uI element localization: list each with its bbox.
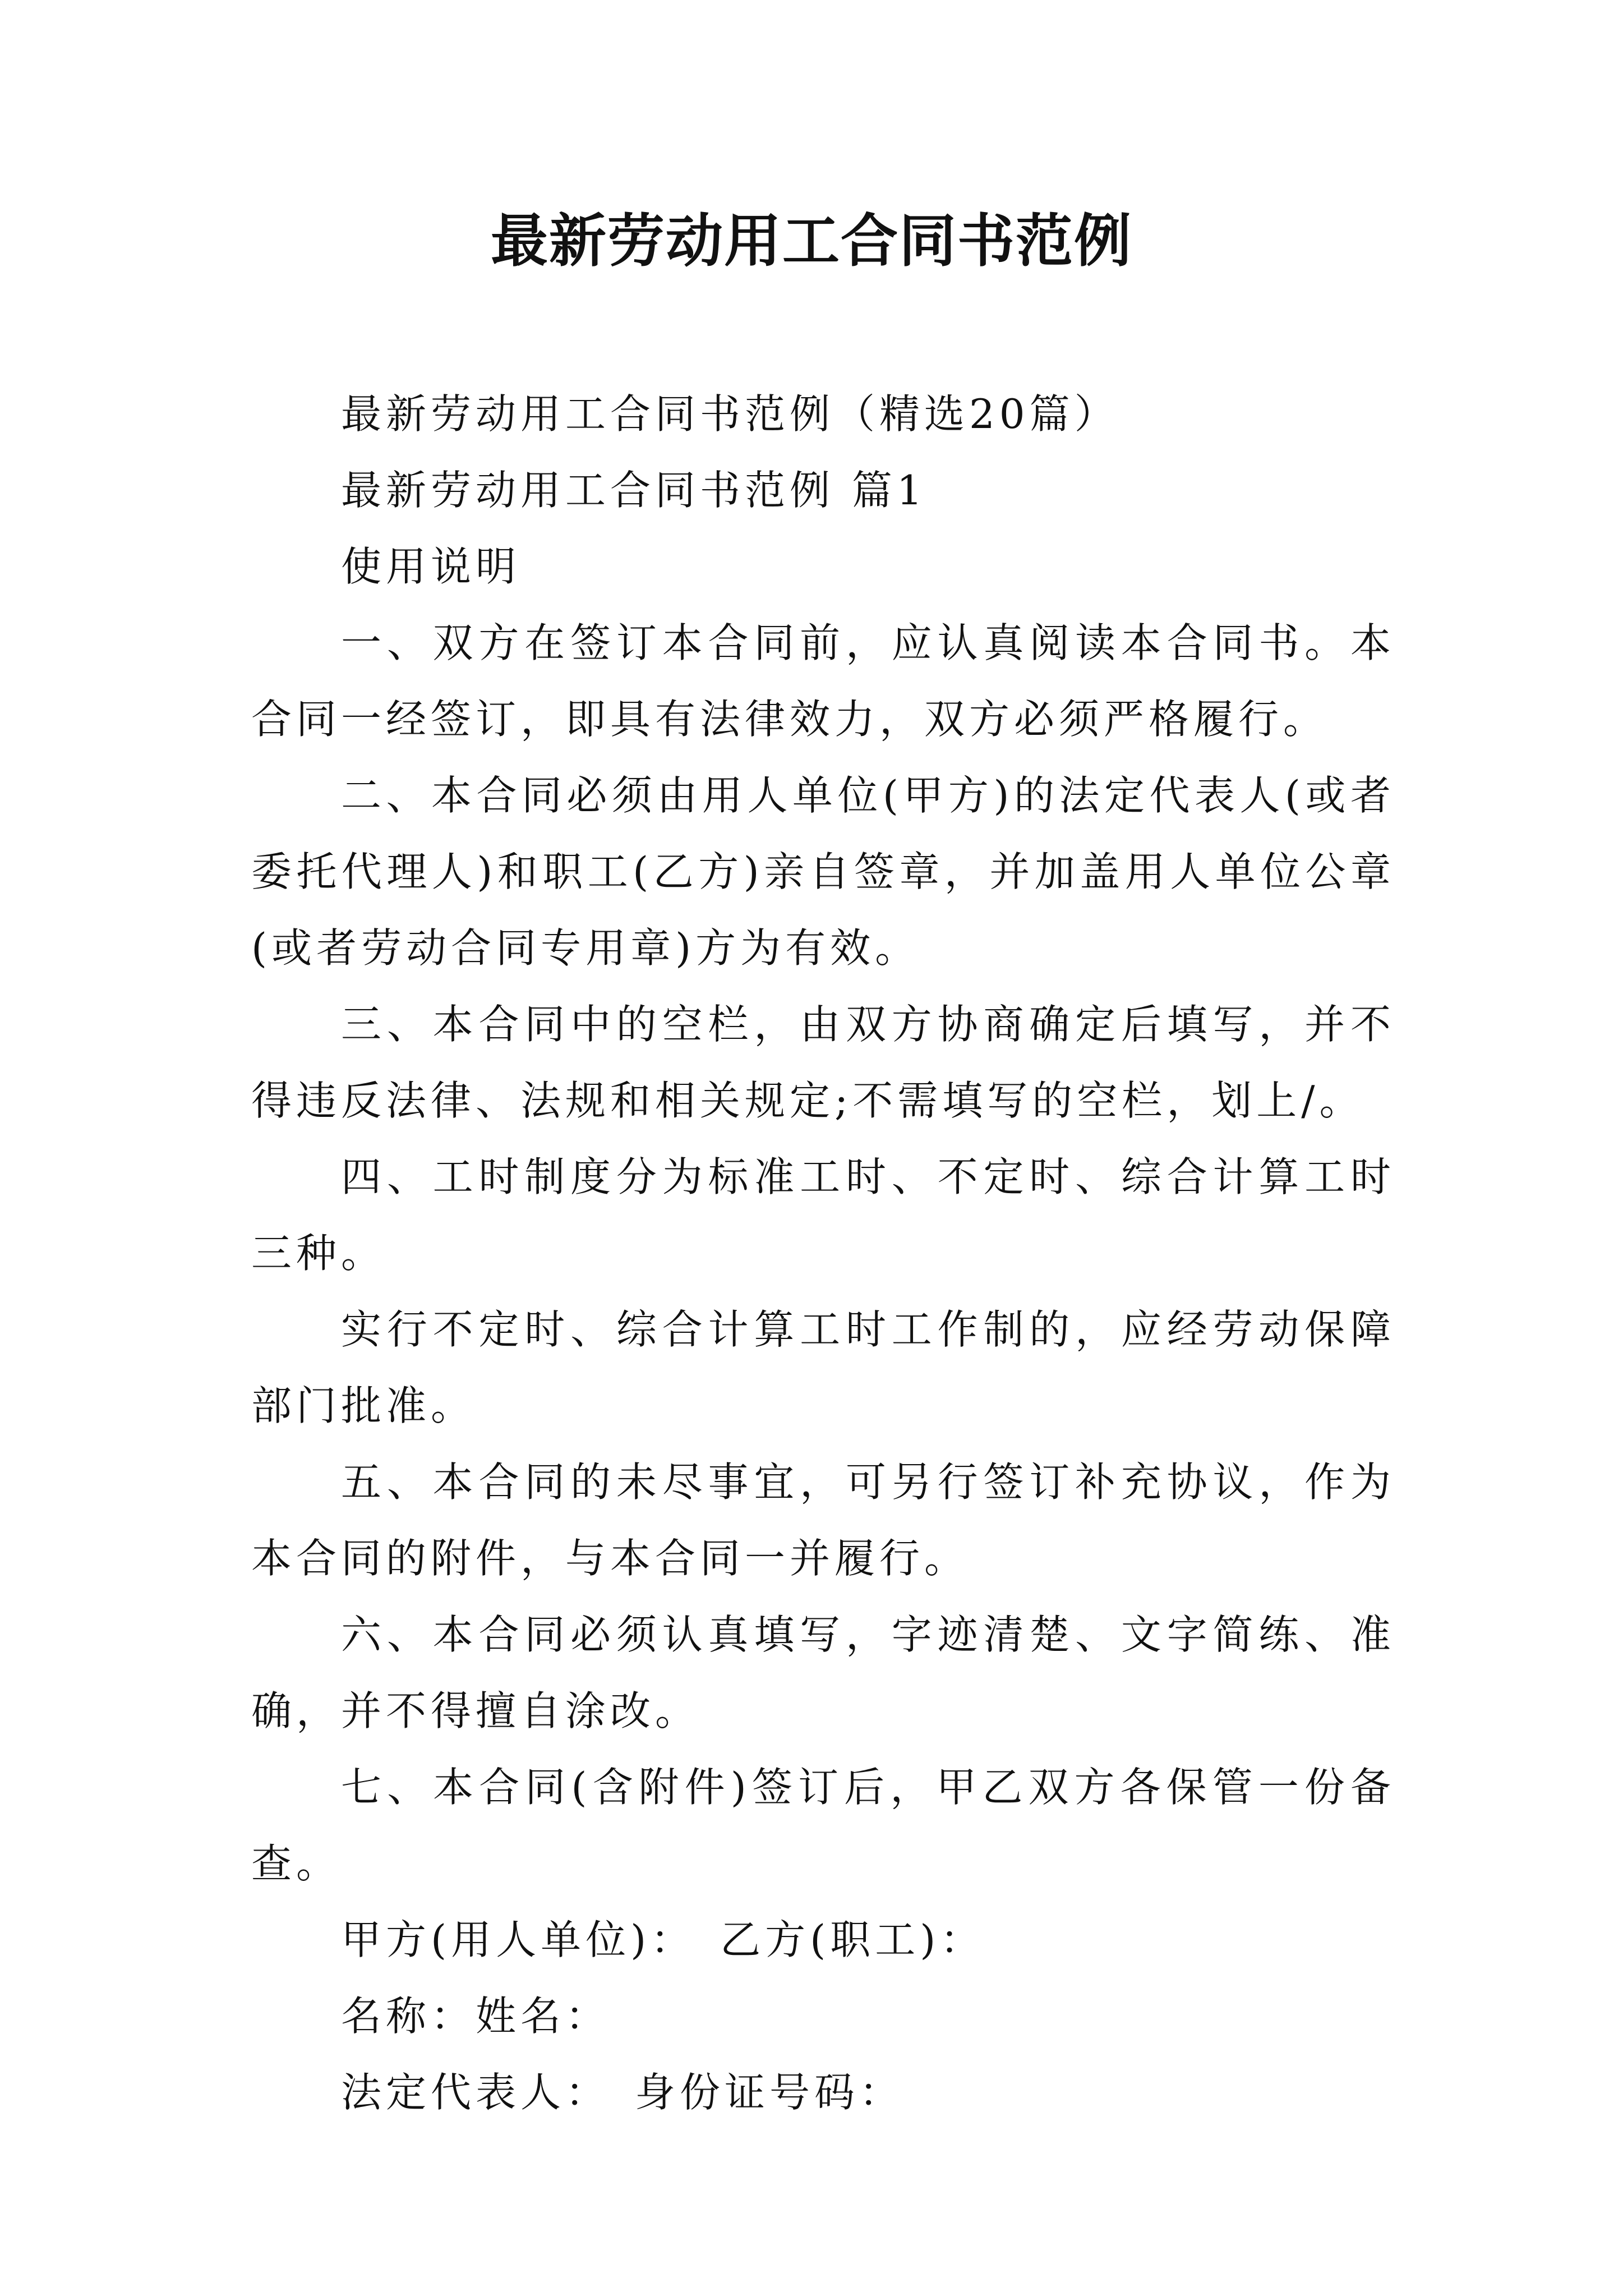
paragraph-item-5: 五、本合同的未尽事宜，可另行签订补充协议，作为本合同的附件，与本合同一并履行。 [251, 1458, 1395, 1582]
paragraph-representative-labels: 法定代表人： 身份证号码： [341, 2069, 905, 2116]
paragraph-party-labels: 甲方(用人单位)： 乙方(职工)： [341, 1916, 985, 1963]
document-body [251, 376, 1395, 2131]
document-title: 最新劳动用工合同书范例 [491, 208, 1132, 275]
paragraph-section-heading: 最新劳动用工合同书范例 篇1 [341, 467, 927, 514]
paragraph-item-6: 六、本合同必须认真填写，字迹清楚、文字简练、准确，并不得擅自涂改。 [251, 1611, 1395, 1734]
paragraph-subtitle: 最新劳动用工合同书范例（精选20篇） [341, 390, 1119, 438]
paragraph-usage-heading: 使用说明 [341, 543, 521, 590]
paragraph-item-1: 一、双方在签订本合同前，应认真阅读本合同书。本合同一经签订，即具有法律效力，双方必须严格履行。 [251, 619, 1395, 743]
paragraph-item-7: 七、本合同(含附件)签订后，甲乙双方各保管一份备查。 [251, 1764, 1395, 1887]
paragraph-name-labels: 名称：姓名： [341, 1993, 611, 2040]
paragraph-item-4-note: 实行不定时、综合计算工时工作制的，应经劳动保障部门批准。 [251, 1306, 1395, 1429]
paragraph-item-3: 三、本合同中的空栏，由双方协商确定后填写，并不得违反法律、法规和相关规定;不需填写的空栏，划上/。 [251, 1001, 1395, 1124]
paragraph-item-2: 二、本合同必须由用人单位(甲方)的法定代表人(或者委托代理人)和职工(乙方)亲自签章，并加盖用人单位公章(或者劳动合同专用章)方为有效。 [251, 772, 1395, 972]
paragraph-item-4: 四、工时制度分为标准工时、不定时、综合计算工时三种。 [251, 1153, 1395, 1277]
